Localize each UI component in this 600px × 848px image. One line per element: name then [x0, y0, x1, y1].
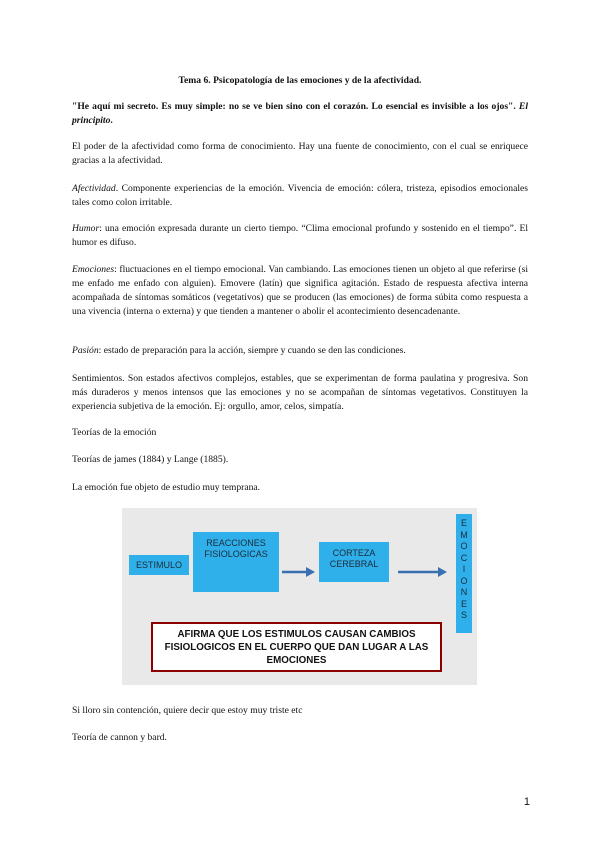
- paragraph-pasion: [72, 344, 528, 358]
- emociones-letter: C: [460, 552, 468, 563]
- humor-text: : una emoción expresada durante un cierto tiempo. “Clima emocional profundo y sostenido en el tiempo”. El humor es difuso.: [72, 223, 528, 248]
- emociones-letter: S: [460, 610, 467, 620]
- corteza-box: [319, 542, 389, 582]
- paragraph-objeto: La emoción fue objeto de estudio muy temprana.: [72, 482, 261, 493]
- paragraph-james: Teorías de james (1884) y Lange (1885).: [72, 454, 229, 465]
- emociones-text: : fluctuaciones en el tiempo emocional. Van cambiando. Las emociones tienen un objeto al que referirse (si me enfado me enfado con alguien). Emovere (latín) que significa agitación. Estado de respuesta afectiva interna acompañada de síntomas somáticos (vegetativos) que se producen (las emociones) de forma súbita como respuesta a una vivencia (interna o externa) y que tienden a mantener o abolir el acontecimiento desencadenante.: [72, 264, 528, 317]
- paragraph-cannon: Teoría de cannon y bard.: [72, 732, 167, 743]
- corteza-label: CORTEZA CEREBRAL: [329, 548, 379, 569]
- james-lange-diagram: [122, 508, 477, 685]
- emociones-letter: O: [460, 575, 468, 586]
- emociones-letter: M: [460, 529, 468, 540]
- page-title: Tema 6. Psicopatología de las emociones y de la afectividad.: [178, 75, 422, 86]
- emociones-letter: E: [460, 598, 467, 609]
- emociones-letters: [456, 514, 472, 622]
- quote-end: .: [110, 115, 113, 126]
- paragraph-teorias: Teorías de la emoción: [72, 427, 157, 438]
- estimulo-box: ESTIMULO: [129, 555, 189, 575]
- emociones-letter: E: [460, 518, 467, 528]
- paragraph-poder: El poder de la afectividad como forma de conocimiento. Hay una fuente de conocimiento, con el cual se enriquece gracias a la afectividad.: [72, 141, 528, 166]
- humor-label: Humor: [72, 223, 100, 234]
- paragraph-lloro: Si lloro sin contención, quiere decir que estoy muy triste etc: [72, 705, 303, 716]
- diagram-note: AFIRMA QUE LOS ESTIMULOS CAUSAN CAMBIOS FISIOLOGICOS EN EL CUERPO QUE DAN LUGAR A LAS EMOCIONES: [151, 622, 442, 672]
- pasion-label: Pasión: [72, 345, 99, 356]
- page-number: 1: [523, 796, 530, 808]
- paragraph-emociones: [72, 263, 528, 319]
- emociones-label: Emociones: [72, 264, 115, 275]
- quote-source: El principito: [72, 101, 528, 126]
- reacciones-box: [193, 532, 279, 592]
- paragraph-afectividad: [72, 182, 528, 210]
- paragraph-humor: [72, 222, 528, 250]
- emociones-letter: N: [460, 587, 468, 597]
- emociones-box: [456, 514, 472, 633]
- arrow-icon: [398, 566, 448, 578]
- afectividad-text: . Componente experiencias de la emoción. Vivencia de emoción: cólera, tristeza, episodios emocionales tales como colon irritable.: [72, 183, 528, 208]
- afectividad-label: Afectividad: [72, 183, 116, 194]
- arrow-icon: [282, 566, 316, 578]
- epigraph-quote: [72, 100, 528, 128]
- emociones-letter: I: [462, 564, 466, 574]
- reacciones-label: REACCIONES FISIOLOGICAS: [204, 538, 268, 559]
- emociones-letter: O: [460, 541, 468, 551]
- quote-text: "He aquí mi secreto. Es muy simple: no se ve bien sino con el corazón. Lo esencial es invisible a los ojos".: [72, 101, 516, 112]
- pasion-text: : estado de preparación para la acción, siempre y cuando se den las condiciones.: [98, 345, 406, 356]
- paragraph-sentimientos: Sentimientos. Son estados afectivos complejos, estables, que se experimentan de forma paulatina y progresiva. Son más duraderos y menos intensos que las emociones y no se acompañan de síntomas vegetativos. Constituyen la experiencia subjetiva de la emoción. Ej: orgullo, amor, celos, simpatía.: [72, 373, 528, 412]
